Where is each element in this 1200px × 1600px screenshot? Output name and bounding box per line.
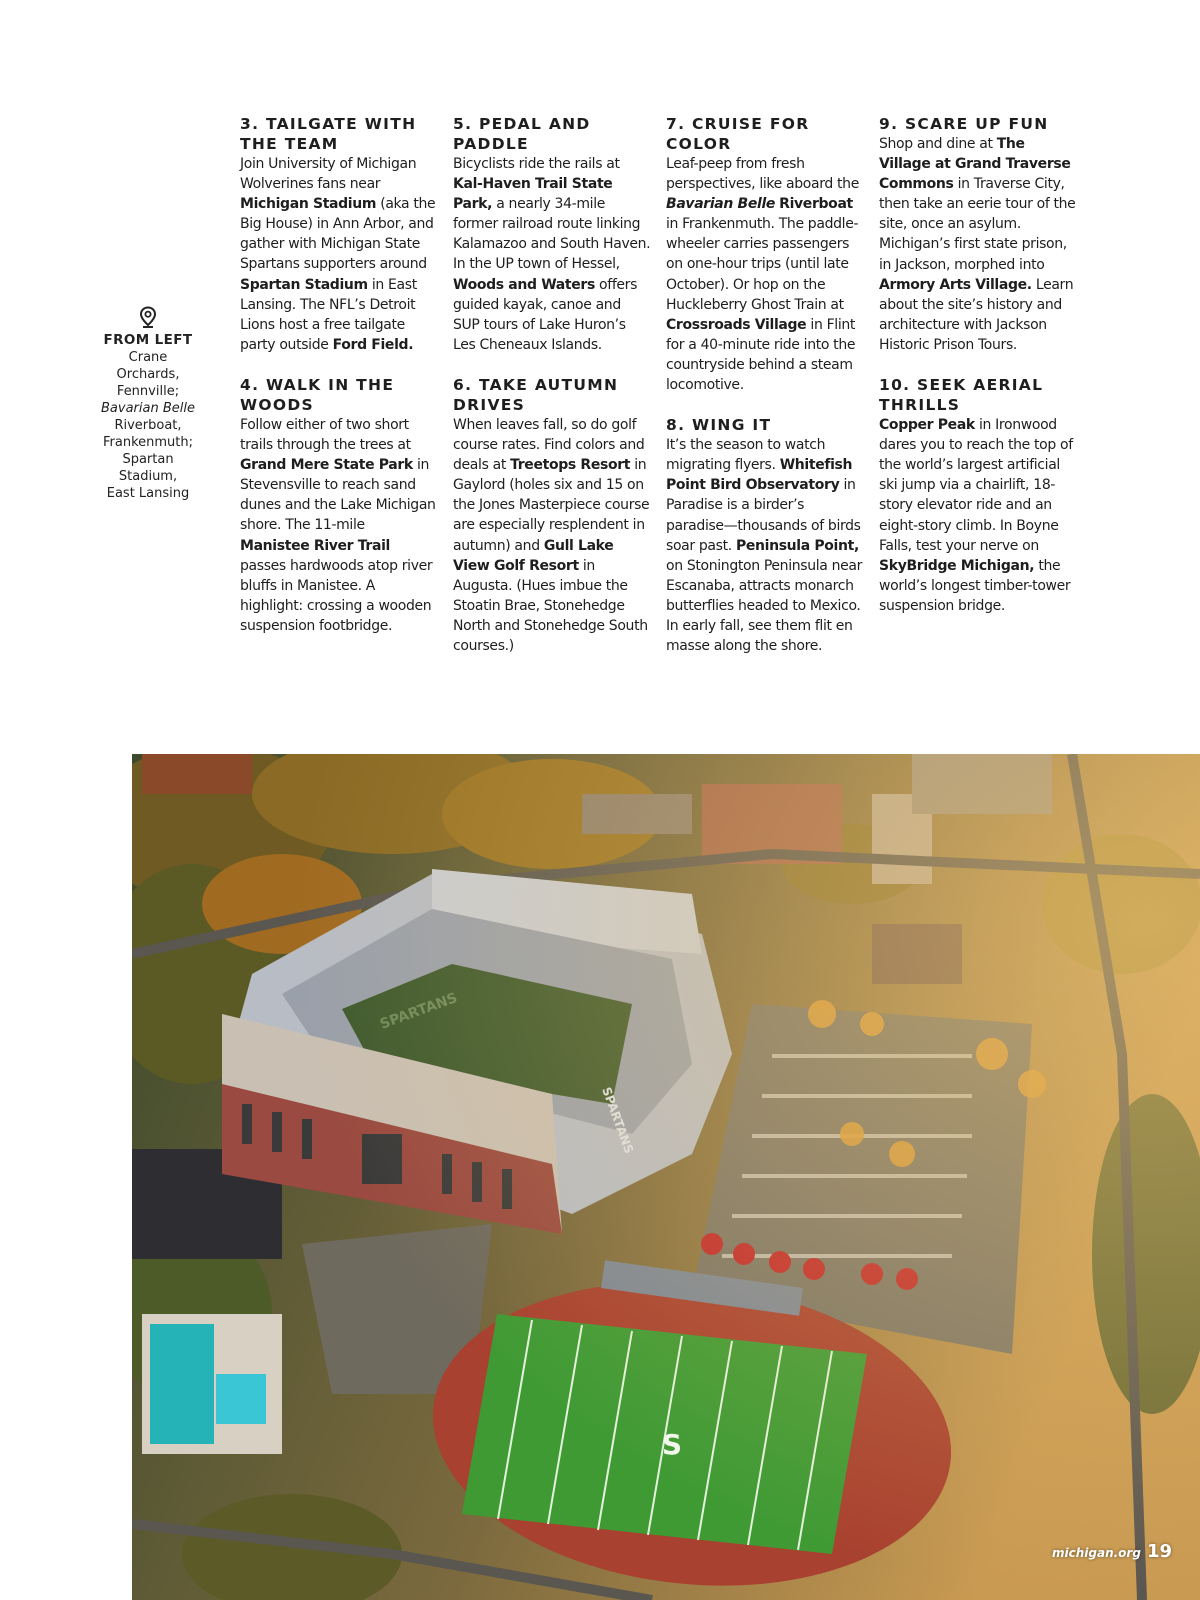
body-text: passes hardwoods atop river bluffs in Manistee. A highlight: crossing a wooden suspension footbridge. bbox=[240, 557, 433, 634]
body-text: on Stonington Peninsula near Escanaba, attracts monarch butterflies headed to Mexico. In early fall, see them flit en masse along the shore. bbox=[666, 557, 863, 655]
caption-line: Riverboat, bbox=[114, 418, 182, 433]
bold-place-name: Gull Lake View Golf Resort bbox=[453, 537, 614, 574]
aerial-stadium-photo bbox=[132, 754, 1200, 1600]
body-text: in East Lansing. The NFL’s Detroit Lions host a free tailgate party outside bbox=[240, 276, 417, 353]
body-text: in Ironwood dares you to reach the top of the world’s largest artificial ski jump via a chairlift, 18-story elevator ride and an eight-story climb. In Boyne Falls, test your nerve on bbox=[879, 417, 1073, 554]
bold-place-name: Spartan Stadium bbox=[240, 276, 368, 293]
bold-place-name: Copper Peak bbox=[879, 417, 975, 434]
body-text: in Traverse City, then take an eerie tour of the site, once an asylum. Michigan’s first state prison, in Jackson, morphed into bbox=[879, 176, 1076, 273]
caption-line: East Lansing bbox=[106, 486, 190, 501]
body-text: Leaf-peep from fresh perspectives, like aboard the bbox=[666, 156, 859, 193]
article-section bbox=[879, 375, 1077, 616]
bold-place-name: Ford Field. bbox=[332, 336, 414, 353]
bold-place-name: Woods and Waters bbox=[453, 276, 595, 293]
section-heading: 8. WING IT bbox=[666, 416, 772, 435]
body-text: in Gaylord (holes six and 15 on the Jones Masterpiece course are especially resplendent in autumn) and bbox=[453, 457, 650, 554]
bold-place-name: Armory Arts Village. bbox=[879, 276, 1032, 293]
caption-heading: FROM LEFT bbox=[103, 332, 193, 348]
article-section bbox=[453, 375, 651, 656]
section-heading: 4. WALK IN THE WOODS bbox=[240, 375, 395, 414]
caption-line: Fennville; bbox=[116, 384, 180, 399]
column-2 bbox=[453, 114, 651, 676]
section-heading: 3. TAILGATE WITH THE TEAM bbox=[240, 115, 417, 153]
photo-caption bbox=[96, 306, 200, 502]
stadium-illustration bbox=[132, 754, 1200, 1600]
caption-line: Orchards, bbox=[116, 367, 180, 382]
caption-line: Crane bbox=[128, 350, 168, 365]
section-heading: 7. CRUISE FOR COLOR bbox=[666, 115, 810, 153]
bold-italic-name: Bavarian Belle bbox=[666, 196, 776, 213]
column-4 bbox=[879, 114, 1077, 636]
body-text: offers guided kayak, canoe and SUP tours of Lake Huron’s Les Cheneaux Islands. bbox=[453, 276, 638, 353]
bold-place-name: Treetops Resort bbox=[510, 457, 631, 474]
column-3 bbox=[666, 114, 864, 676]
location-pin-icon bbox=[139, 306, 157, 328]
section-heading: 10. SEEK AERIAL THRILLS bbox=[879, 376, 1044, 415]
bold-place-name: Crossroads Village bbox=[666, 316, 807, 333]
bold-place-name: Riverboat bbox=[779, 196, 853, 213]
bold-place-name: Kal-Haven Trail State Park, bbox=[453, 176, 613, 213]
section-body bbox=[240, 154, 438, 355]
caption-line: Bavarian Belle bbox=[101, 401, 195, 416]
bold-place-name: The Village at Grand Traverse Commons bbox=[879, 136, 1071, 193]
bold-place-name: Grand Mere State Park bbox=[240, 457, 413, 474]
section-body bbox=[453, 154, 651, 355]
body-text: It’s the season to watch migrating flyers. bbox=[666, 437, 826, 474]
body-text: Bicyclists ride the rails at bbox=[453, 156, 620, 172]
body-text: (aka the Big House) in Ann Arbor, and gather with Michigan State Spartans supporters around bbox=[240, 196, 436, 273]
bold-place-name: Whitefish Point Bird Observatory bbox=[666, 457, 853, 494]
caption-line: Spartan bbox=[122, 452, 174, 467]
website-url: michigan.org bbox=[1052, 1546, 1141, 1560]
body-text: Follow either of two short trails through the trees at bbox=[240, 416, 411, 454]
section-body bbox=[879, 134, 1077, 355]
article-section bbox=[666, 114, 864, 395]
body-text: Learn about the site’s history and architecture with Jackson Historic Prison Tours. bbox=[879, 276, 1074, 353]
caption-line: Frankenmuth; bbox=[102, 435, 193, 450]
body-text: in Flint for a 40-minute ride into the countryside behind a steam locomotive. bbox=[666, 316, 856, 394]
body-text: the world’s longest timber-tower suspension bridge. bbox=[879, 557, 1071, 614]
section-heading: 6. TAKE AUTUMN DRIVES bbox=[453, 375, 619, 414]
section-body bbox=[666, 154, 864, 395]
bold-place-name: Michigan Stadium bbox=[240, 196, 377, 213]
section-body bbox=[240, 415, 438, 636]
caption-credits bbox=[96, 349, 200, 502]
section-body bbox=[879, 415, 1077, 616]
page-number: 19 bbox=[1146, 1541, 1172, 1562]
bold-place-name: SkyBridge Michigan, bbox=[879, 557, 1035, 574]
section-heading: 9. SCARE UP FUN bbox=[879, 115, 1049, 133]
section-body bbox=[453, 415, 651, 656]
article-section bbox=[453, 114, 651, 355]
caption-line: Stadium, bbox=[118, 469, 178, 484]
column-1 bbox=[240, 114, 438, 656]
body-text: Join University of Michigan Wolverines fans near bbox=[240, 156, 417, 193]
body-text: in Stevensville to reach sand dunes and the Lake Michigan shore. The 11-mile bbox=[240, 457, 436, 534]
page-footer bbox=[1052, 1541, 1172, 1562]
body-text: in Frankenmuth. The paddle-wheeler carries passengers on one-hour trips (until late October). Or hop on the Huckleberry Ghost Train at bbox=[666, 216, 859, 313]
bold-place-name: Manistee River Trail bbox=[240, 537, 390, 554]
bold-place-name: Peninsula Point, bbox=[735, 537, 859, 554]
article-section bbox=[240, 114, 438, 355]
body-text: When leaves fall, so do golf course rates. Find colors and deals at bbox=[453, 416, 645, 474]
section-body bbox=[666, 435, 864, 656]
article-section bbox=[666, 415, 864, 656]
body-text: in Paradise is a birder’s paradise—thousands of birds soar past. bbox=[666, 477, 861, 554]
body-text: Shop and dine at bbox=[879, 136, 997, 152]
body-text: in Augusta. (Hues imbue the Stoatin Brae, Stonehedge North and Stonehedge South courses.) bbox=[453, 557, 648, 654]
section-heading: 5. PEDAL AND PADDLE bbox=[453, 115, 591, 153]
article-section bbox=[879, 114, 1077, 355]
article-section bbox=[240, 375, 438, 636]
body-text: a nearly 34-mile former railroad route linking Kalamazoo and South Haven. In the UP town of Hessel, bbox=[453, 196, 651, 273]
